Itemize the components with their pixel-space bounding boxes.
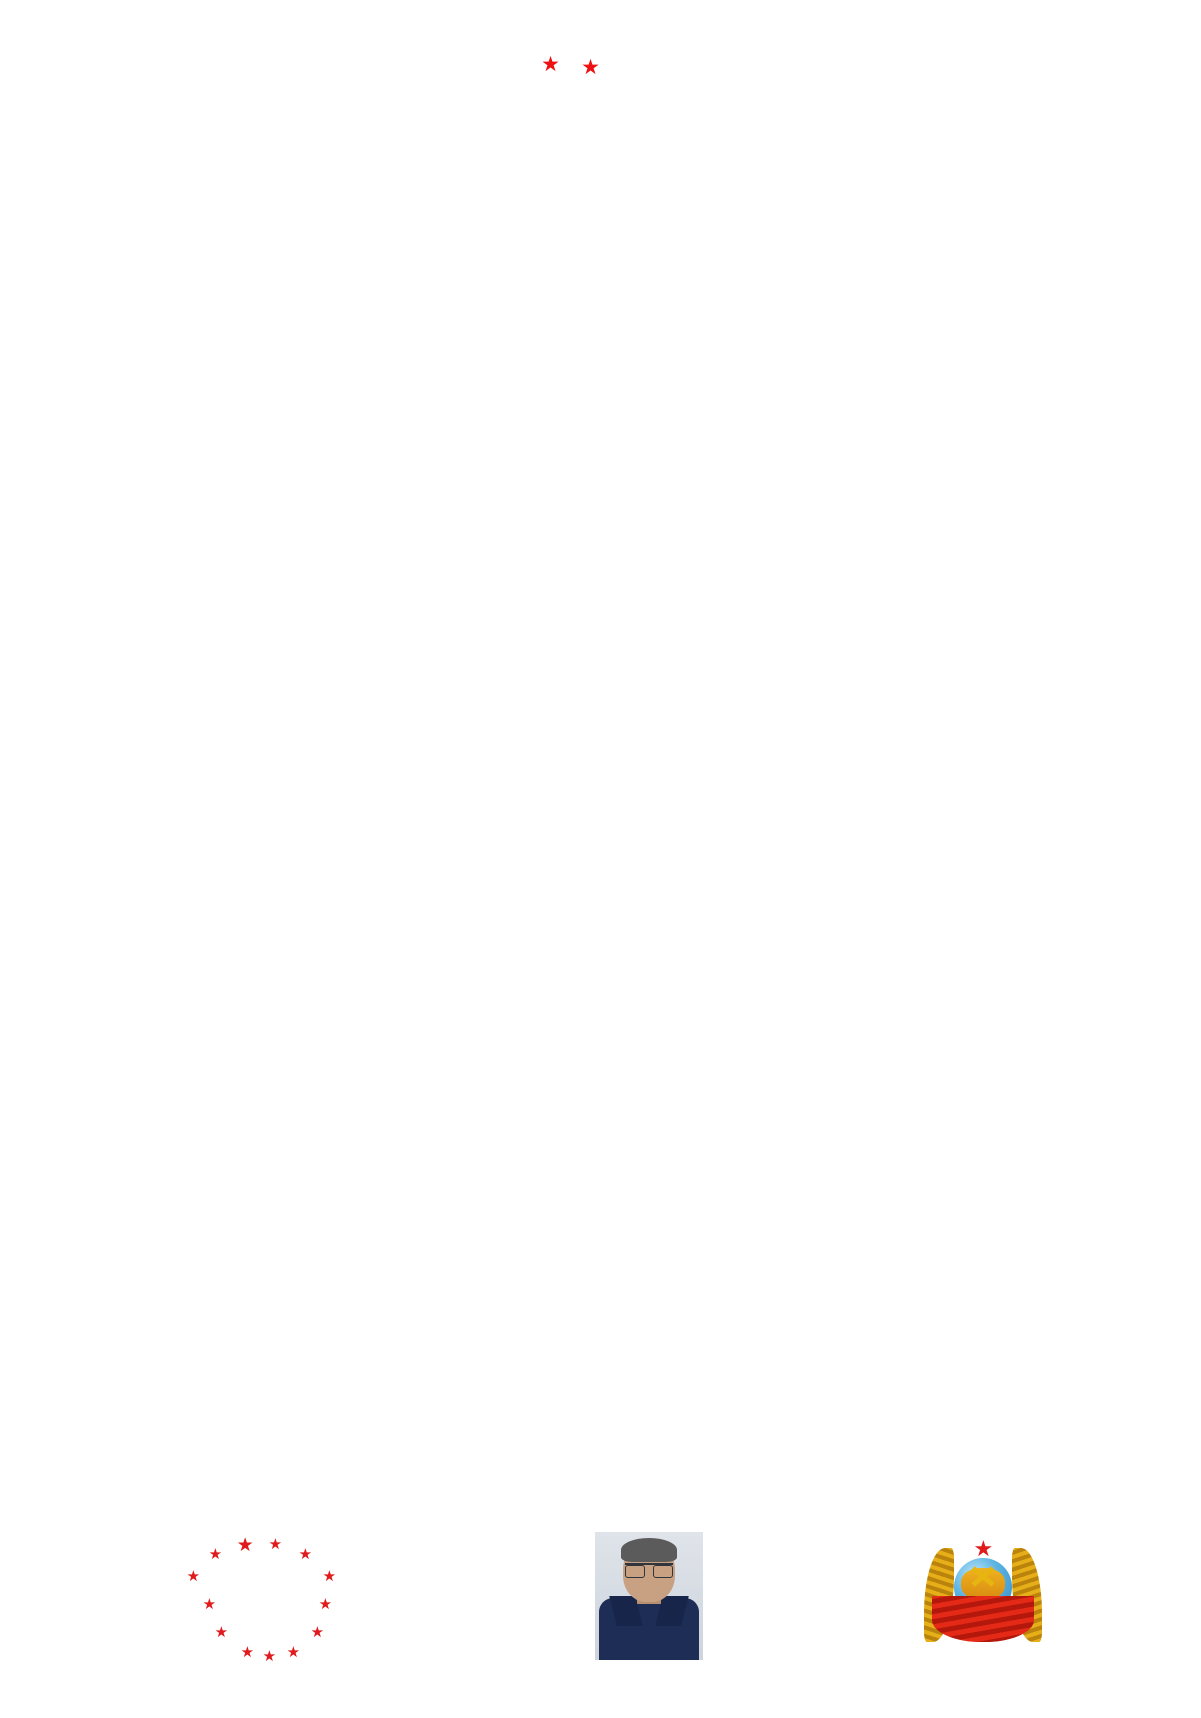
footer-bar <box>48 1532 1153 1665</box>
logo-star-icon: ★ <box>186 1569 201 1585</box>
author-portrait <box>595 1532 703 1660</box>
logo-star-icon: ★ <box>298 1547 313 1563</box>
border-bottom <box>0 1666 1201 1718</box>
border-left <box>0 48 52 1670</box>
logo-star-icon: ★ <box>318 1597 333 1613</box>
logo-star-icon: ★ <box>268 1537 283 1553</box>
logo-star-icon: ★ <box>262 1649 277 1665</box>
logo-star-icon: ★ <box>202 1597 217 1613</box>
logo-star-icon: ★ <box>240 1645 255 1661</box>
star-separator-1: ★ <box>541 52 560 76</box>
emblem-star-icon: ★ <box>973 1536 994 1561</box>
emblem-ribbon <box>932 1596 1034 1642</box>
logo-star-icon: ★ <box>322 1569 337 1585</box>
border-right <box>1149 48 1201 1670</box>
portrait-hair <box>621 1538 677 1562</box>
logo-star-icon: ★ <box>208 1547 223 1563</box>
star-separator-2: ★ <box>581 55 600 79</box>
portrait-glasses-icon <box>625 1563 673 1576</box>
logo-star-icon: ★ <box>310 1625 325 1641</box>
logo-star-icon: ★ <box>214 1625 229 1641</box>
border-top <box>0 0 1201 52</box>
document-body <box>48 50 1053 1390</box>
logo-star-icon: ★ <box>236 1535 254 1556</box>
svyataya-rus-logo <box>159 1534 374 1665</box>
ussr-coat-of-arms-large <box>924 1534 1042 1660</box>
logo-star-icon: ★ <box>286 1645 301 1661</box>
